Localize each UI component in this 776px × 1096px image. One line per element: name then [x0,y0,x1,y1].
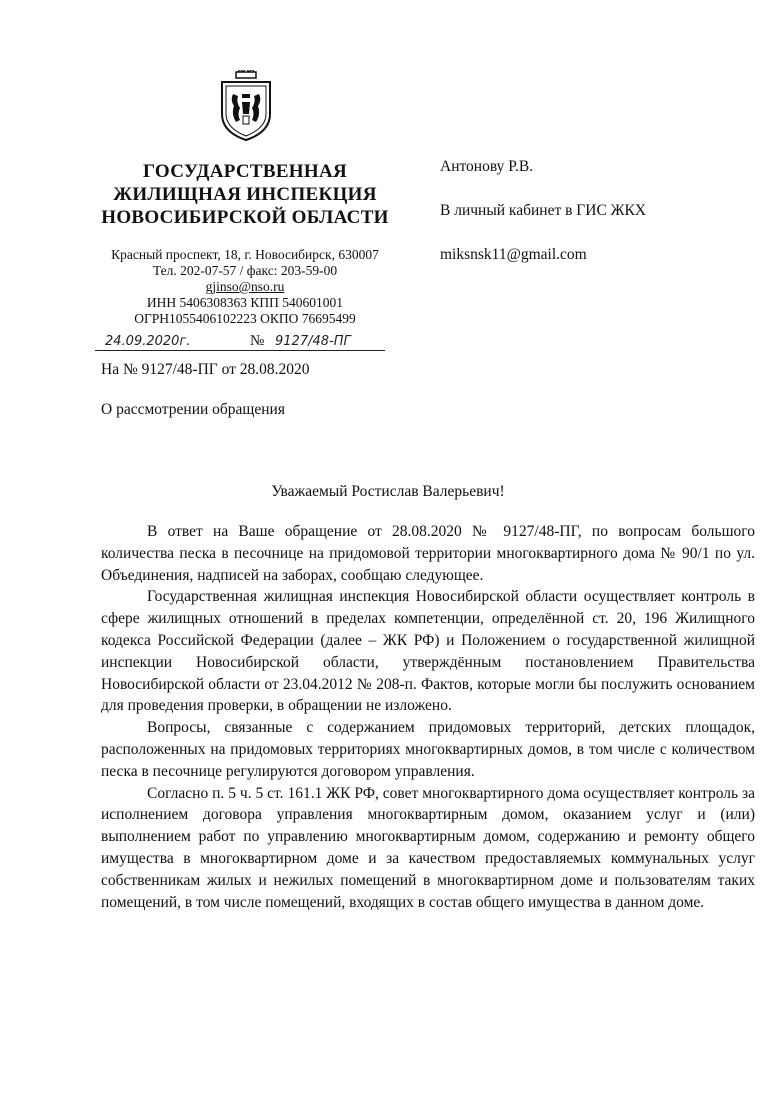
number-sign: № [250,333,265,349]
organization-contacts [90,247,400,327]
organization-name [90,160,400,229]
paragraph-1: В ответ на Ваше обращение от 28.08.2020 № 9127/48-ПГ, по вопросам большого количества песка в песочнице на придомовой территории многоквартирного дома № 90/1 по ул. Объединения, надписей на заборах, сообщаю следующее. [101,523,755,584]
coat-of-arms-icon [216,70,276,142]
paragraph-4: Согласно п. 5 ч. 5 ст. 161.1 ЖК РФ, совет многоквартирного дома осуществляет контроль за исполнением договора управления многоквартирным домом, оказанием услуг и (или) выполнением работ по управлению многоквартирным домом, содержанию и ремонту общего имущества в многоквартирном доме и за качеством предоставляемых коммунальных услуг собственникам жилых и нежилых помещений в многоквартирном доме и пользователям таких помещений, в том числе помещений, входящих в состав общего имущества в данном доме. [101,784,755,911]
paragraph-2: Государственная жилищная инспекция Новосибирской области осуществляет контроль в сфере жилищных отношений в пределах компетенции, определённой ст. 20, 196 Жилищного кодекса Российской Федерации (далее – ЖК РФ) и Положением о государственной жилищной инспекции Новосибирской области, утверждённым постановлением Правительства Новосибирской области от 23.04.2012 № 208-п. Фактов, которые могли бы послужить основанием для проведения проверки, в обращении не изложено. [101,588,755,715]
greeting: Уважаемый Ростислав Валерьевич! [271,483,505,500]
address: Красный проспект, 18, г. Новосибирск, 630007 [111,247,379,262]
phone-fax: Тел. 202-07-57 / факс: 203-59-00 [152,263,338,278]
paragraph-3: Вопросы, связанные с содержанием придомовых территорий, детских площадок, расположенных на придомовых территориях многоквартирных домов, в том числе с количеством песка в песочнице регулируются договором управления. [101,719,755,780]
registration-date: 24.09.2020г. [105,334,191,349]
recipient-block [440,156,646,288]
org-line-1: ГОСУДАРСТВЕННАЯ [143,161,347,182]
org-line-2: ЖИЛИЩНАЯ ИНСПЕКЦИЯ [113,184,377,205]
email-link[interactable]: gjinso@nso.ru [205,279,285,294]
org-line-3: НОВОСИБИРСКОЙ ОБЛАСТИ [101,207,389,228]
inn-kpp: ИНН 5406308363 КПП 540601001 [146,295,344,310]
recipient-name: Антонову Р.В. [440,158,534,175]
reference-line: На № 9127/48-ПГ от 28.08.2020 [101,361,310,378]
recipient-email: miksnsk11@gmail.com [440,246,587,263]
ogrn-okpo: ОГРН1055406102223 ОКПО 76695499 [134,311,356,326]
registration-number: 9127/48-ПГ [275,334,351,349]
letter-body [101,521,755,913]
registration-underline [95,350,385,351]
recipient-channel: В личный кабинет в ГИС ЖКХ [440,202,647,219]
subject-line: О рассмотрении обращения [101,401,285,418]
registration-line [95,333,385,353]
